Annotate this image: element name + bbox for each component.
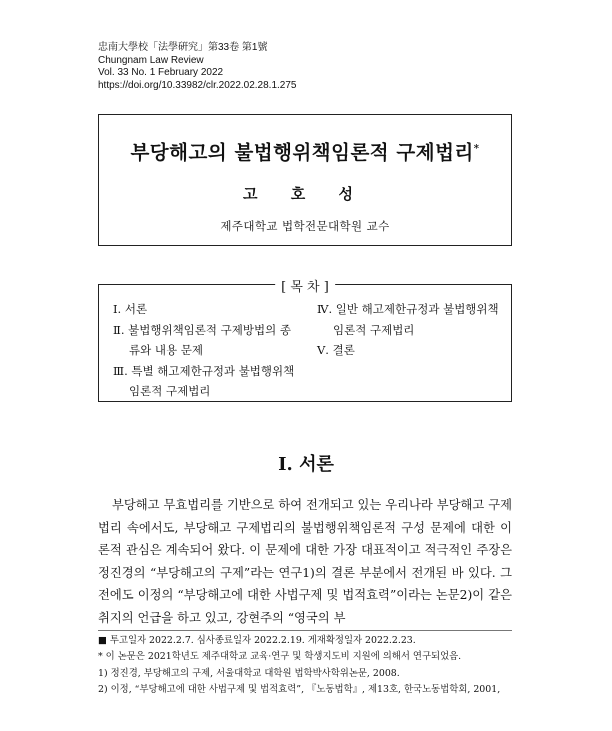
toc-item-label-continued: 류와 내용 문제 (129, 343, 203, 357)
toc-item-label: Ⅴ. 결론 (317, 343, 355, 357)
footnote-funding: * 이 논문은 2021학년도 제주대학교 교육·연구 및 학생지도비 지원에 의해서 연구되었음. (98, 651, 462, 663)
toc-item-label: Ⅲ. 특별 해고제한규정과 불법행위책 (113, 363, 295, 378)
paper-title (99, 137, 511, 165)
toc-right-column (317, 299, 507, 361)
footnote-dates: ■ 투고일자 2022.2.7. 심사종료일자 2022.2.19. 게재확정일자 2022.2.23. (98, 635, 416, 646)
table-of-contents (98, 280, 512, 402)
toc-item-label: Ⅱ. 불법행위책임론적 구제방법의 종 (113, 322, 291, 337)
body-paragraph: 부당해고 무효법리를 기반으로 하여 전개되고 있는 우리나라 부당해고 구제법리 속에서도, 부당해고 구제법리의 불법행위책임론적 구성 문제에 대한 이론적 관심은 계속되어 왔다. 이 문제에 대한 가장 대표적이고 적극적인 주장은 정진경의 “부당해고의 구제”라는 연구1)의 결론 부분에서 전개된 바 있다. 그 전에도 이정의 “부당해고에 대한 사법구제 및 법적효력”이라는 논문2)이 같은 취지의 언급을 하고 있고, 강현주의 “영국의 부 (98, 498, 512, 625)
section-heading: Ⅰ. 서론 (278, 454, 334, 475)
paper-title-text: 부당해고의 불법행위책임론적 구제법리 (130, 141, 474, 164)
toc-item-4[interactable] (317, 299, 507, 340)
toc-item-label: Ⅳ. 일반 해고제한규정과 불법행위책 (317, 302, 499, 316)
title-footnote-mark[interactable]: * (473, 143, 480, 155)
journal-name: 忠南大學校「法學硏究」第33卷 第1號 (98, 42, 268, 53)
footnotes (98, 633, 518, 698)
author-name: 고 호 성 (243, 185, 367, 203)
footnote-2: 2) 이정, “부당해고에 대한 사법구제 및 법적효력”, 『노동법학』, 제13호, 한국노동법학회, 2001, (98, 683, 501, 695)
toc-item-label-continued: 임론적 구제법리 (129, 384, 211, 398)
toc-item-label: Ⅰ. 서론 (113, 302, 148, 316)
journal-info (98, 42, 297, 92)
author-affiliation: 제주대학교 법학전문대학원 교수 (220, 219, 390, 233)
footnote-divider (98, 630, 512, 631)
body-text (98, 494, 512, 629)
toc-item-2[interactable] (113, 320, 303, 361)
footnote-1: 1) 정진경, 부당해고의 구제, 서울대학교 대학원 법학박사학위논문, 2008. (98, 667, 400, 679)
toc-item-3[interactable] (113, 361, 303, 402)
toc-item-1[interactable] (113, 299, 303, 320)
journal-doi-link[interactable]: https://doi.org/10.33982/clr.2022.02.28.1.275 (98, 79, 297, 91)
toc-item-5[interactable] (317, 340, 507, 361)
toc-item-label-continued: 임론적 구제법리 (333, 322, 415, 337)
toc-heading: [ 목 차 ] (275, 276, 335, 295)
toc-left-column (113, 299, 303, 402)
title-box (98, 114, 512, 246)
journal-english-name: Chungnam Law Review (98, 54, 204, 66)
journal-volume: Vol. 33 No. 1 February 2022 (98, 67, 224, 78)
